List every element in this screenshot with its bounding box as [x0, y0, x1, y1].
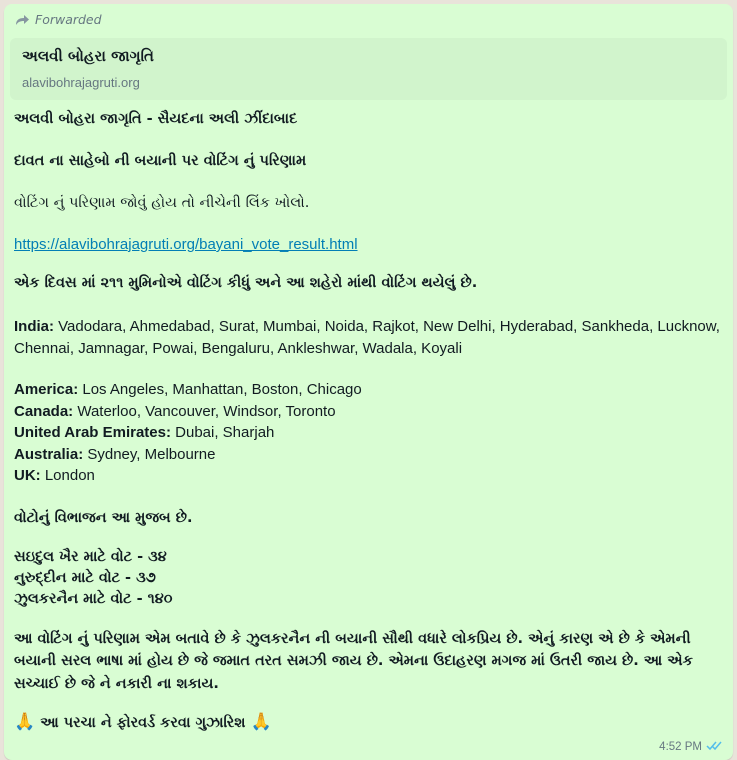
city-list: London [40, 467, 95, 484]
vote-row: સઇદુલ ખૈર માટે વોટ - ૩૪ [14, 548, 167, 565]
folded-hands-emoji: 🙏 [14, 712, 36, 732]
message-time: 4:52 PM [659, 741, 702, 753]
link-preview[interactable] [10, 38, 727, 100]
city-list: Waterloo, Vancouver, Windsor, Toronto [73, 402, 336, 420]
message-headline: અલવી બોહરા જાગૃતિ - સૈયદના અલી ઝીંદાબાદ [14, 111, 298, 127]
link-preview-domain: alavibohrajagruti.org [22, 75, 140, 90]
country-label: India: [14, 318, 54, 335]
forward-arrow-icon [14, 14, 30, 26]
location-row [14, 422, 724, 444]
closing-line [14, 711, 724, 734]
vote-row: નુરુદ્દીન માટે વોટ - ૩૭ [14, 569, 156, 586]
message-subheadline: દાવત ના સાહેબો ની બયાની પર વોટિંગ નું પરિણામ [14, 153, 307, 169]
city-list: Vadodara, Ahmedabad, Surat, Mumbai, Noida, Rajkot, New Delhi, Hyderabad, Sankheda, Lucknow, Chennai, Jamnagar, Powai, Bengaluru, Ankleshwar, Wadala, Koyali [14, 318, 720, 357]
locations-list [14, 379, 724, 487]
forwarded-indicator [14, 12, 102, 27]
votes-heading: વોટોનું વિભાજન આ મુજબ છે. [14, 509, 193, 526]
location-row [14, 379, 724, 401]
vote-list [14, 547, 724, 610]
country-label: America: [14, 381, 79, 398]
message-meta [659, 740, 723, 754]
message-bubble[interactable] [4, 4, 733, 760]
location-row [14, 465, 724, 487]
closing-text: આ પરચા ને ફોરવર્ડ કરવા ગુઝારિશ [35, 715, 251, 731]
message-instruction: વોટિંગ નું પરિણામ જોવું હોય તો નીચેની લિંક ખોલો. [14, 195, 310, 211]
message-conclusion: આ વોટિંગ નું પરિણામ એમ બતાવે છે કે ઝુલકરનૈન ની બયાની સૌથી વધારે લોકપ્રિય છે. એનું કારણ એ છે કે એમની બયાની સરલ ભાષા માં હોય છે જે જમાત તરત સમઝી જાય છે. એમના ઉદાહરણ મગજ માં ઉતરી જાય છે. આ એક સચ્ચાઈ છે જે ને નકારી ના શકાય. [14, 630, 693, 692]
city-list: Sydney, Melbourne [83, 445, 216, 463]
result-link[interactable]: https://alavibohrajagruti.org/bayani_vote_result.html [14, 236, 358, 253]
country-label: Australia: [14, 445, 84, 463]
locations-india [14, 316, 724, 359]
location-row [14, 401, 724, 423]
location-row [14, 444, 724, 466]
country-label: Canada: [14, 402, 74, 420]
city-list: Dubai, Sharjah [170, 424, 275, 441]
vote-row: ઝુલકરનૈન માટે વોટ - ૧૪૦ [14, 590, 173, 607]
city-list: Los Angeles, Manhattan, Boston, Chicago [78, 381, 362, 398]
message-body [14, 108, 724, 734]
country-label: UK: [14, 467, 41, 484]
message-summary: એક દિવસ માં ૨૧૧ મુમિનોએ વોટિંગ કીધું અને આ શહેરો માંથી વોટિંગ થયેલું છે. [14, 275, 478, 291]
forwarded-label: Forwarded [35, 12, 102, 27]
link-preview-title: અલવી બોહરા જાગૃતિ [22, 47, 154, 65]
folded-hands-emoji: 🙏 [250, 712, 272, 732]
country-label: United Arab Emirates: [14, 424, 171, 441]
double-check-icon [706, 740, 723, 754]
